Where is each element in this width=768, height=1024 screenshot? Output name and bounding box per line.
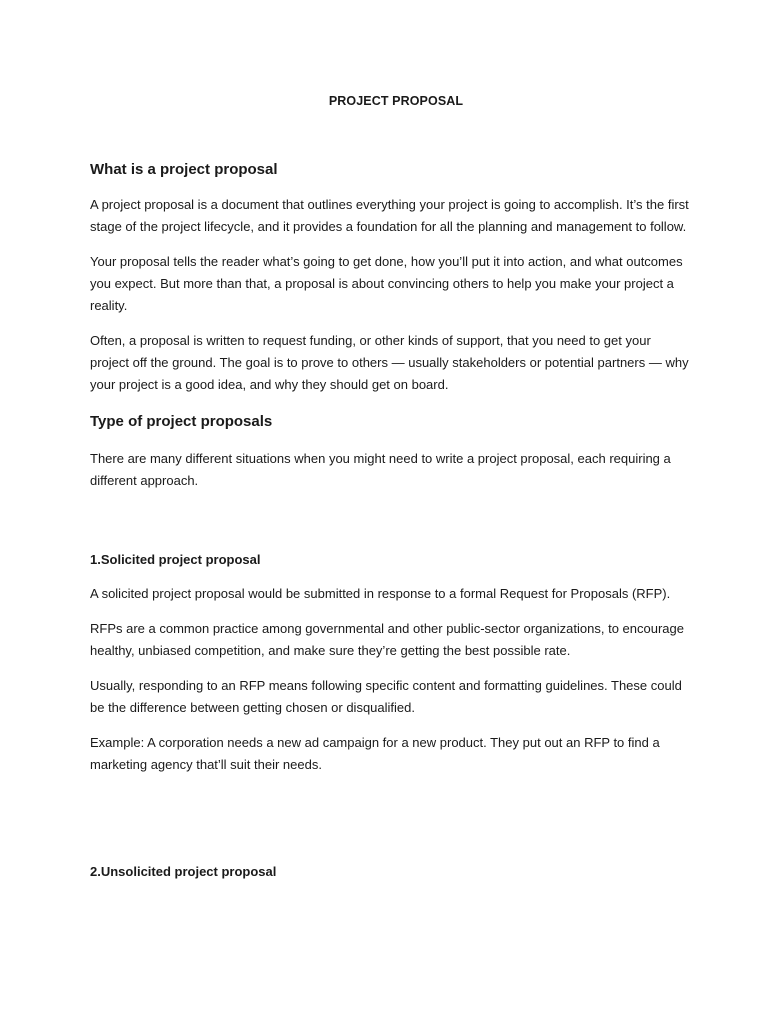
section-heading-types: Type of project proposals xyxy=(90,413,273,430)
paragraph: Often, a proposal is written to request funding, or other kinds of support, that you need to get your project off the ground. The goal is to prove to others — usually stakeholders or potential partners — why your project is a good idea, and why they should get on board. xyxy=(90,333,689,392)
paragraph: A project proposal is a document that outlines everything your project is going to accomplish. It’s the first stage of the project lifecycle, and it provides a foundation for all the planning and management to follow. xyxy=(90,197,689,234)
blank-space xyxy=(90,505,690,549)
section-heading-what-is: What is a project proposal xyxy=(90,161,278,178)
paragraph: A solicited project proposal would be submitted in response to a formal Request for Proposals (RFP). xyxy=(90,586,671,601)
paragraph: RFPs are a common practice among governmental and other public-sector organizations, to encourage healthy, unbiased competition, and make sure they’re getting the best possible rate. xyxy=(90,621,684,658)
paragraph: Example: A corporation needs a new ad campaign for a new product. They put out an RFP to find a marketing agency that’ll suit their needs. xyxy=(90,735,660,772)
blank-space xyxy=(90,789,690,861)
document-title: PROJECT PROPOSAL xyxy=(328,94,464,108)
paragraph: There are many different situations when you might need to write a project proposal, each requiring a different approach. xyxy=(90,451,671,488)
paragraph: Your proposal tells the reader what’s going to get done, how you’ll put it into action, and what outcomes you expect. But more than that, a proposal is about convincing others to help you make your project a reality. xyxy=(90,254,683,313)
subsection-heading-solicited: 1.Solicited project proposal xyxy=(90,552,261,567)
document-body xyxy=(90,94,690,895)
subsection-heading-unsolicited: 2.Unsolicited project proposal xyxy=(90,864,277,879)
paragraph: Usually, responding to an RFP means following specific content and formatting guidelines. These could be the difference between getting chosen or disqualified. xyxy=(90,678,682,715)
